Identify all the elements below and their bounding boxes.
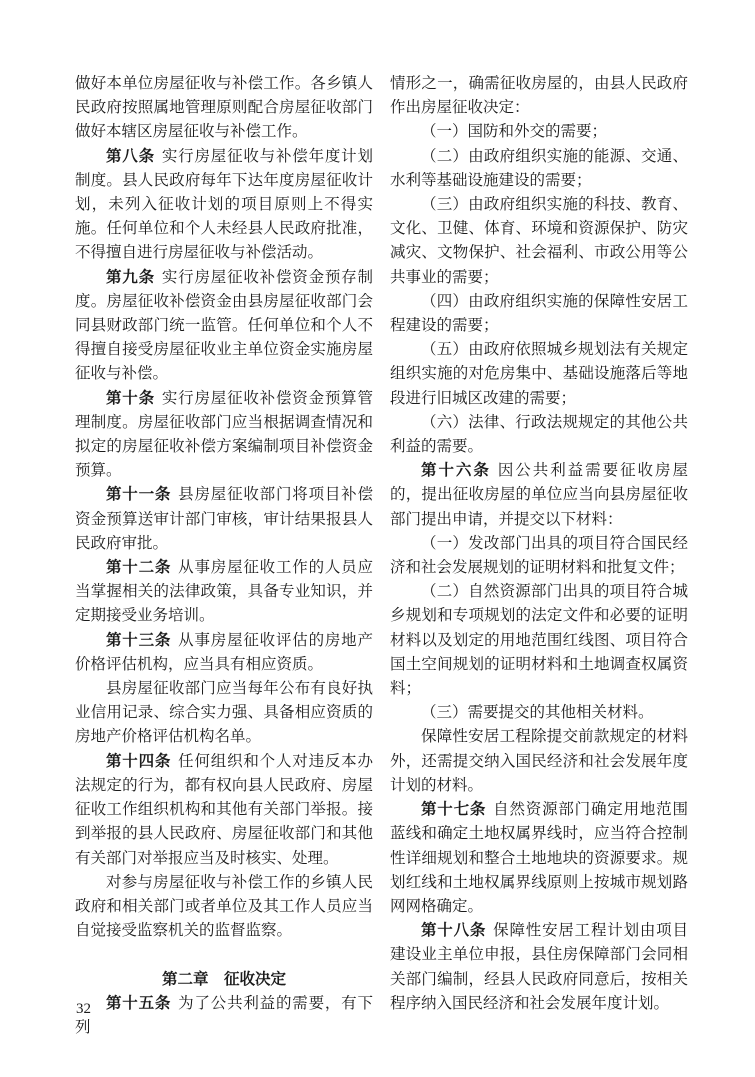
text-columns	[75, 72, 688, 1040]
paragraph-text: 为了公共利益的需要，有下列	[75, 994, 373, 1036]
paragraph-text: 从事房屋征收评估的房地产价格评估机构，应当具有相应资质。	[75, 631, 373, 673]
paragraph: （三）需要提交的其他相关材料。	[421, 704, 654, 722]
article-number: 第八条	[106, 147, 155, 165]
paragraph	[75, 992, 373, 1040]
paragraph-text: 县房屋征收部门将项目补偿资金预算送审计部门审核，审计结果报县人民政府审批。	[75, 486, 373, 552]
left-column	[75, 72, 373, 1040]
paragraph	[75, 629, 373, 677]
paragraph-text: 实行房屋征收补偿资金预算管理制度。房屋征收部门应当根据调查情况和拟定的房屋征收补偿方案编制项目补偿资金预算。	[75, 389, 373, 480]
article-number: 第十一条	[106, 486, 172, 504]
article-number: 第十二条	[106, 559, 172, 577]
page-number: 32	[76, 1001, 91, 1017]
article-number: 第十七条	[421, 801, 487, 819]
article-number: 第十三条	[106, 631, 172, 649]
paragraph	[75, 483, 373, 556]
paragraph	[75, 750, 373, 871]
paragraph-text: 从事房屋征收工作的人员应当掌握相关的法律政策，具备专业知识，并定期接受业务培训。	[75, 559, 373, 625]
paragraph	[390, 459, 688, 532]
article-number: 第十四条	[106, 752, 172, 770]
paragraph: （六）法律、行政法规规定的其他公共利益的需要。	[390, 413, 688, 456]
paragraph-text: 任何组织和个人对违反本办法规定的行为，都有权向县人民政府、房屋征收工作组织机构和其他有关部门举报。接到举报的县人民政府、房屋征收部门和其他有关部门对举报应当及时核实、处理。	[75, 752, 373, 867]
paragraph: （五）由政府依照城乡规划法有关规定组织实施的对危房集中、基础设施落后等地段进行旧城区改建的需要；	[390, 341, 688, 407]
paragraph	[75, 387, 373, 484]
paragraph: 情形之一，确需征收房屋的，由县人民政府作出房屋征收决定：	[390, 75, 688, 117]
article-number: 第十六条	[421, 462, 491, 480]
paragraph: （二）自然资源部门出具的项目符合城乡规划和专项规划的法定文件和必要的证明材料以及划定的用地范围红线图、项目符合国土空间规划的证明材料和土地调查权属资料；	[390, 583, 688, 698]
paragraph: （四）由政府组织实施的保障性安居工程建设的需要；	[390, 292, 688, 335]
paragraph-text: 因公共利益需要征收房屋的，提出征收房屋的单位应当向县房屋征收部门提出申请，并提交以下材料：	[390, 462, 688, 528]
paragraph	[75, 556, 373, 629]
paragraph-text: 实行房屋征收补偿资金预存制度。房屋征收补偿资金由县房屋征收部门会同县财政部门统一监管。任何单位和个人不得擅自接受房屋征收业主单位资金实施房屋征收与补偿。	[75, 268, 373, 383]
paragraph: （一）发改部门出具的项目符合国民经济和社会发展规划的证明材料和批复文件；	[390, 534, 688, 577]
article-number: 第九条	[106, 268, 155, 286]
article-number: 第十五条	[106, 994, 172, 1012]
article-number: 第十八条	[421, 922, 487, 940]
paragraph	[390, 919, 688, 1016]
paragraph: 做好本单位房屋征收与补偿工作。各乡镇人民政府按照属地管理原则配合房屋征收部门做好本辖区房屋征收与补偿工作。	[75, 75, 373, 141]
right-column	[390, 72, 688, 1040]
paragraph	[75, 266, 373, 387]
paragraph: （二）由政府组织实施的能源、交通、水利等基础设施建设的需要；	[390, 147, 688, 189]
article-number: 第十条	[106, 389, 155, 407]
paragraph: 县房屋征收部门应当每年公布有良好执业信用记录、综合实力强、具备相应资质的房地产价格评估机构名单。	[75, 680, 373, 746]
paragraph-text: 实行房屋征收与补偿年度计划制度。县人民政府每年下达年度房屋征收计划，未列入征收计划的项目原则上不得实施。任何单位和个人未经县人民政府批准，不得擅自进行房屋征收与补偿活动。	[75, 147, 373, 262]
paragraph-text: 保障性安居工程计划由项目建设业主单位申报，县住房保障部门会同相关部门编制，经县人民政府同意后，按相关程序纳入国民经济和社会发展年度计划。	[390, 922, 688, 1012]
chapter-heading: 第二章 征收决定	[161, 970, 286, 988]
paragraph: 保障性安居工程除提交前款规定的材料外，还需提交纳入国民经济和社会发展年度计划的材料。	[390, 728, 688, 794]
paragraph: （一）国防和外交的需要；	[421, 123, 608, 141]
paragraph	[75, 145, 373, 266]
paragraph	[390, 798, 688, 919]
paragraph: （三）由政府组织实施的科技、教育、文化、卫健、体育、环境和资源保护、防灾减灾、文物保护、社会福利、市政公用等公共事业的需要；	[390, 196, 688, 286]
paragraph-text: 自然资源部门确定用地范围蓝线和确定土地权属界线时，应当符合控制性详细规划和整合土地地块的资源要求。规划红线和土地权属界线原则上按城市规划路网网格确定。	[390, 801, 688, 915]
paragraph: 对参与房屋征收与补偿工作的乡镇人民政府和相关部门或者单位及其工作人员应当自觉接受监察机关的监督监察。	[75, 873, 373, 940]
